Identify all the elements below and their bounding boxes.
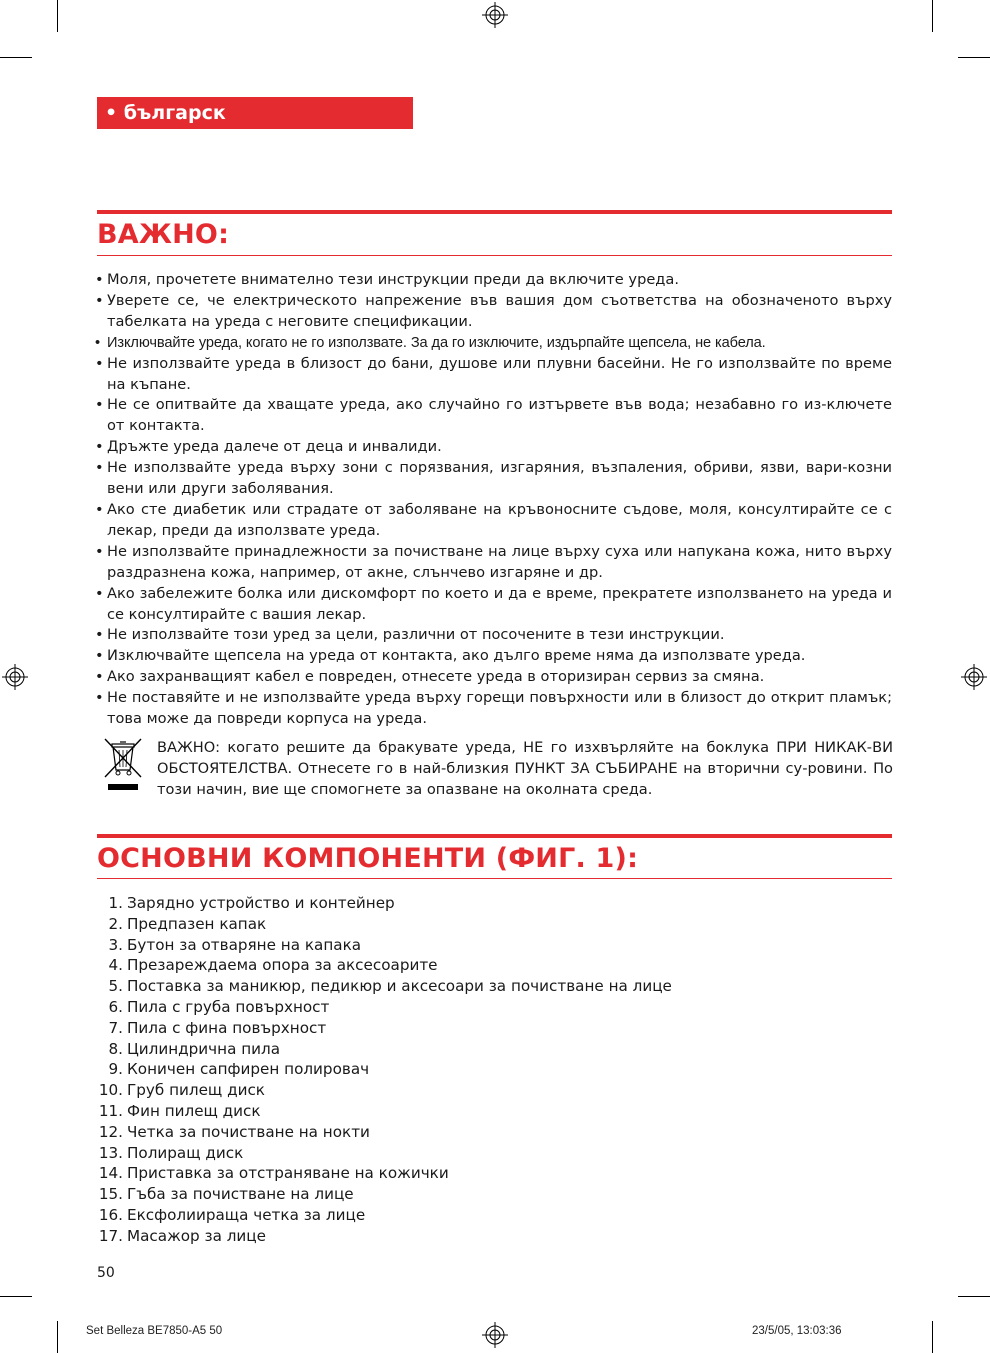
list-item: • Изключвайте щепсела на уреда от контакта, ако дълго време няма да използвате уреда. [95,646,892,667]
item-number: 7. [108,1018,123,1037]
crop-mark [0,1296,32,1297]
list-item [95,1205,672,1226]
crop-mark [932,0,933,32]
crop-mark [958,1296,990,1297]
list-item [95,1059,672,1080]
list-item [95,997,672,1018]
section-rule-bottom [97,878,892,879]
list-item: • Не използвайте уреда върху зони с порязвания, изгаряния, възпаления, обриви, язви, вари-козни вени или други заболявания. [95,458,892,500]
list-item [95,1080,672,1101]
item-number: 15. [98,1185,123,1204]
item-label: Зарядно устройство и контейнер [127,894,395,912]
list-item [95,935,672,956]
list-item: • Уверете се, че електрическото напрежение във вашия дом съответства на обозначеното върху табелката на уреда с неговите спецификации. [95,291,892,333]
crop-mark [57,1321,58,1353]
footer-file-info: Set Belleza BE7850-A5 50 [86,1325,223,1337]
item-label: Гъба за почистване на лице [127,1185,354,1204]
item-label: Масажор за лице [127,1226,266,1245]
registration-mark-icon [482,1322,508,1348]
list-item: • Не използвайте уреда в близост до бани, душове или плувни басейни. Не го използвайте по време на къпане. [95,354,892,396]
item-number: 3. [108,935,123,954]
section-rule-top [97,210,892,214]
list-item: • Изключвайте уреда, когато не го използвате. За да го изключите, издърпайте щепсела, не кабела. [95,333,892,354]
list-item [95,1018,672,1039]
item-label: Приставка за отстраняване на кожички [127,1164,449,1183]
list-item [95,976,672,997]
registration-mark-icon [482,2,508,28]
item-number: 9. [108,1060,123,1079]
crossed-out-bin-icon [103,737,143,793]
list-item [95,1101,672,1122]
important-heading: ВАЖНО: [97,219,230,250]
item-label: Ексфолиираща четка за лице [127,1205,366,1224]
item-number: 17. [98,1226,123,1245]
list-item: • Моля, прочетете внимателно тези инструкции преди да включите уреда. [95,270,892,291]
list-item [95,1226,672,1247]
list-item: • Ако забележите болка или дискомфорт по което и да е време, прекратете използването на уреда и се консултирайте с вашия лекар. [95,584,892,626]
footer-timestamp: 23/5/05, 13:03:36 [752,1325,842,1337]
item-number: 11. [98,1101,123,1120]
item-label: Фин пилещ диск [127,1101,261,1120]
important-list [95,270,892,730]
list-item: • Дръжте уреда далече от деца и инвалиди. [95,437,892,458]
item-number: 10. [98,1081,123,1100]
item-label: Цилиндрична пила [127,1039,281,1058]
list-item [95,1184,672,1205]
item-number: 6. [108,997,123,1016]
item-label: Поставка за маникюр, педикюр и аксесоари за почистване на лице [127,977,672,996]
item-label: Предпазен капак [127,914,267,933]
page-number: 50 [97,1265,115,1281]
item-number: 5. [108,977,123,996]
components-list [95,893,672,1247]
item-label: Пила с груба повърхност [127,997,330,1016]
list-item [95,955,672,976]
item-label: Четка за почистване на нокти [127,1122,370,1141]
crop-mark [57,0,58,32]
list-item [95,893,672,914]
item-label: Презареждаема опора за аксесоарите [127,956,438,975]
item-label: Коничен сапфирен полировач [127,1060,370,1079]
item-number: 12. [98,1122,123,1141]
item-number: 2. [108,914,123,933]
crop-mark [958,57,990,58]
item-number: 8. [108,1039,123,1058]
item-label: Полиращ диск [127,1143,244,1162]
list-item [95,1143,672,1164]
list-item: • Не използвайте този уред за цели, различни от посочените в тези инструкции. [95,625,892,646]
list-item [95,1039,672,1060]
list-item [95,1163,672,1184]
section-rule-bottom [97,255,892,256]
crop-mark [932,1321,933,1353]
list-item: • Не използвайте принадлежности за почистване на лице върху суха или напукана кожа, нито върху раздразнена кожа, например, от акне, слънчево изгаряне и др. [95,542,892,584]
list-item: • Не се опитвайте да хващате уреда, ако случайно го изтървете във вода; незабавно го из-ключете от контакта. [95,395,892,437]
recycling-note: ВАЖНО: когато решите да бракувате уреда, НЕ го изхвърляйте на боклука ПРИ НИКАК-ВИ ОБСТОЯТЕЛСТВА. Отнесете го в най-близкия ПУНКТ ЗА СЪБИРАНЕ на вторични су-ровини. По този начин, вие ще спомогнете за опазване на околната среда. [157,739,893,798]
item-number: 16. [98,1205,123,1224]
item-number: 13. [98,1143,123,1162]
registration-mark-icon [961,664,987,690]
item-label: Бутон за отваряне на капака [127,935,362,954]
item-number: 1. [108,894,123,912]
list-item: • Ако захранващият кабел е повреден, отнесете уреда в оторизиран сервиз за смяна. [95,667,892,688]
crop-mark [0,57,32,58]
section-rule-top [97,834,892,838]
item-label: Пила с фина повърхност [127,1018,327,1037]
item-label: Груб пилещ диск [127,1081,265,1100]
list-item [95,914,672,935]
list-item [95,1122,672,1143]
item-number: 14. [98,1164,123,1183]
list-item: • Не поставяйте и не използвайте уреда върху горещи повърхности или в близост до открит пламък; това може да повреди корпуса на уреда. [95,688,892,730]
item-number: 4. [108,956,123,975]
registration-mark-icon [2,664,28,690]
list-item: • Ако сте диабетик или страдате от заболяване на кръвоносните съдове, моля, консултирайте се с лекар, преди да използвате уреда. [95,500,892,542]
components-heading: ОСНОВНИ КОМПОНЕНТИ (ФИГ. 1): [97,843,639,874]
language-tab: • българск [97,97,413,129]
